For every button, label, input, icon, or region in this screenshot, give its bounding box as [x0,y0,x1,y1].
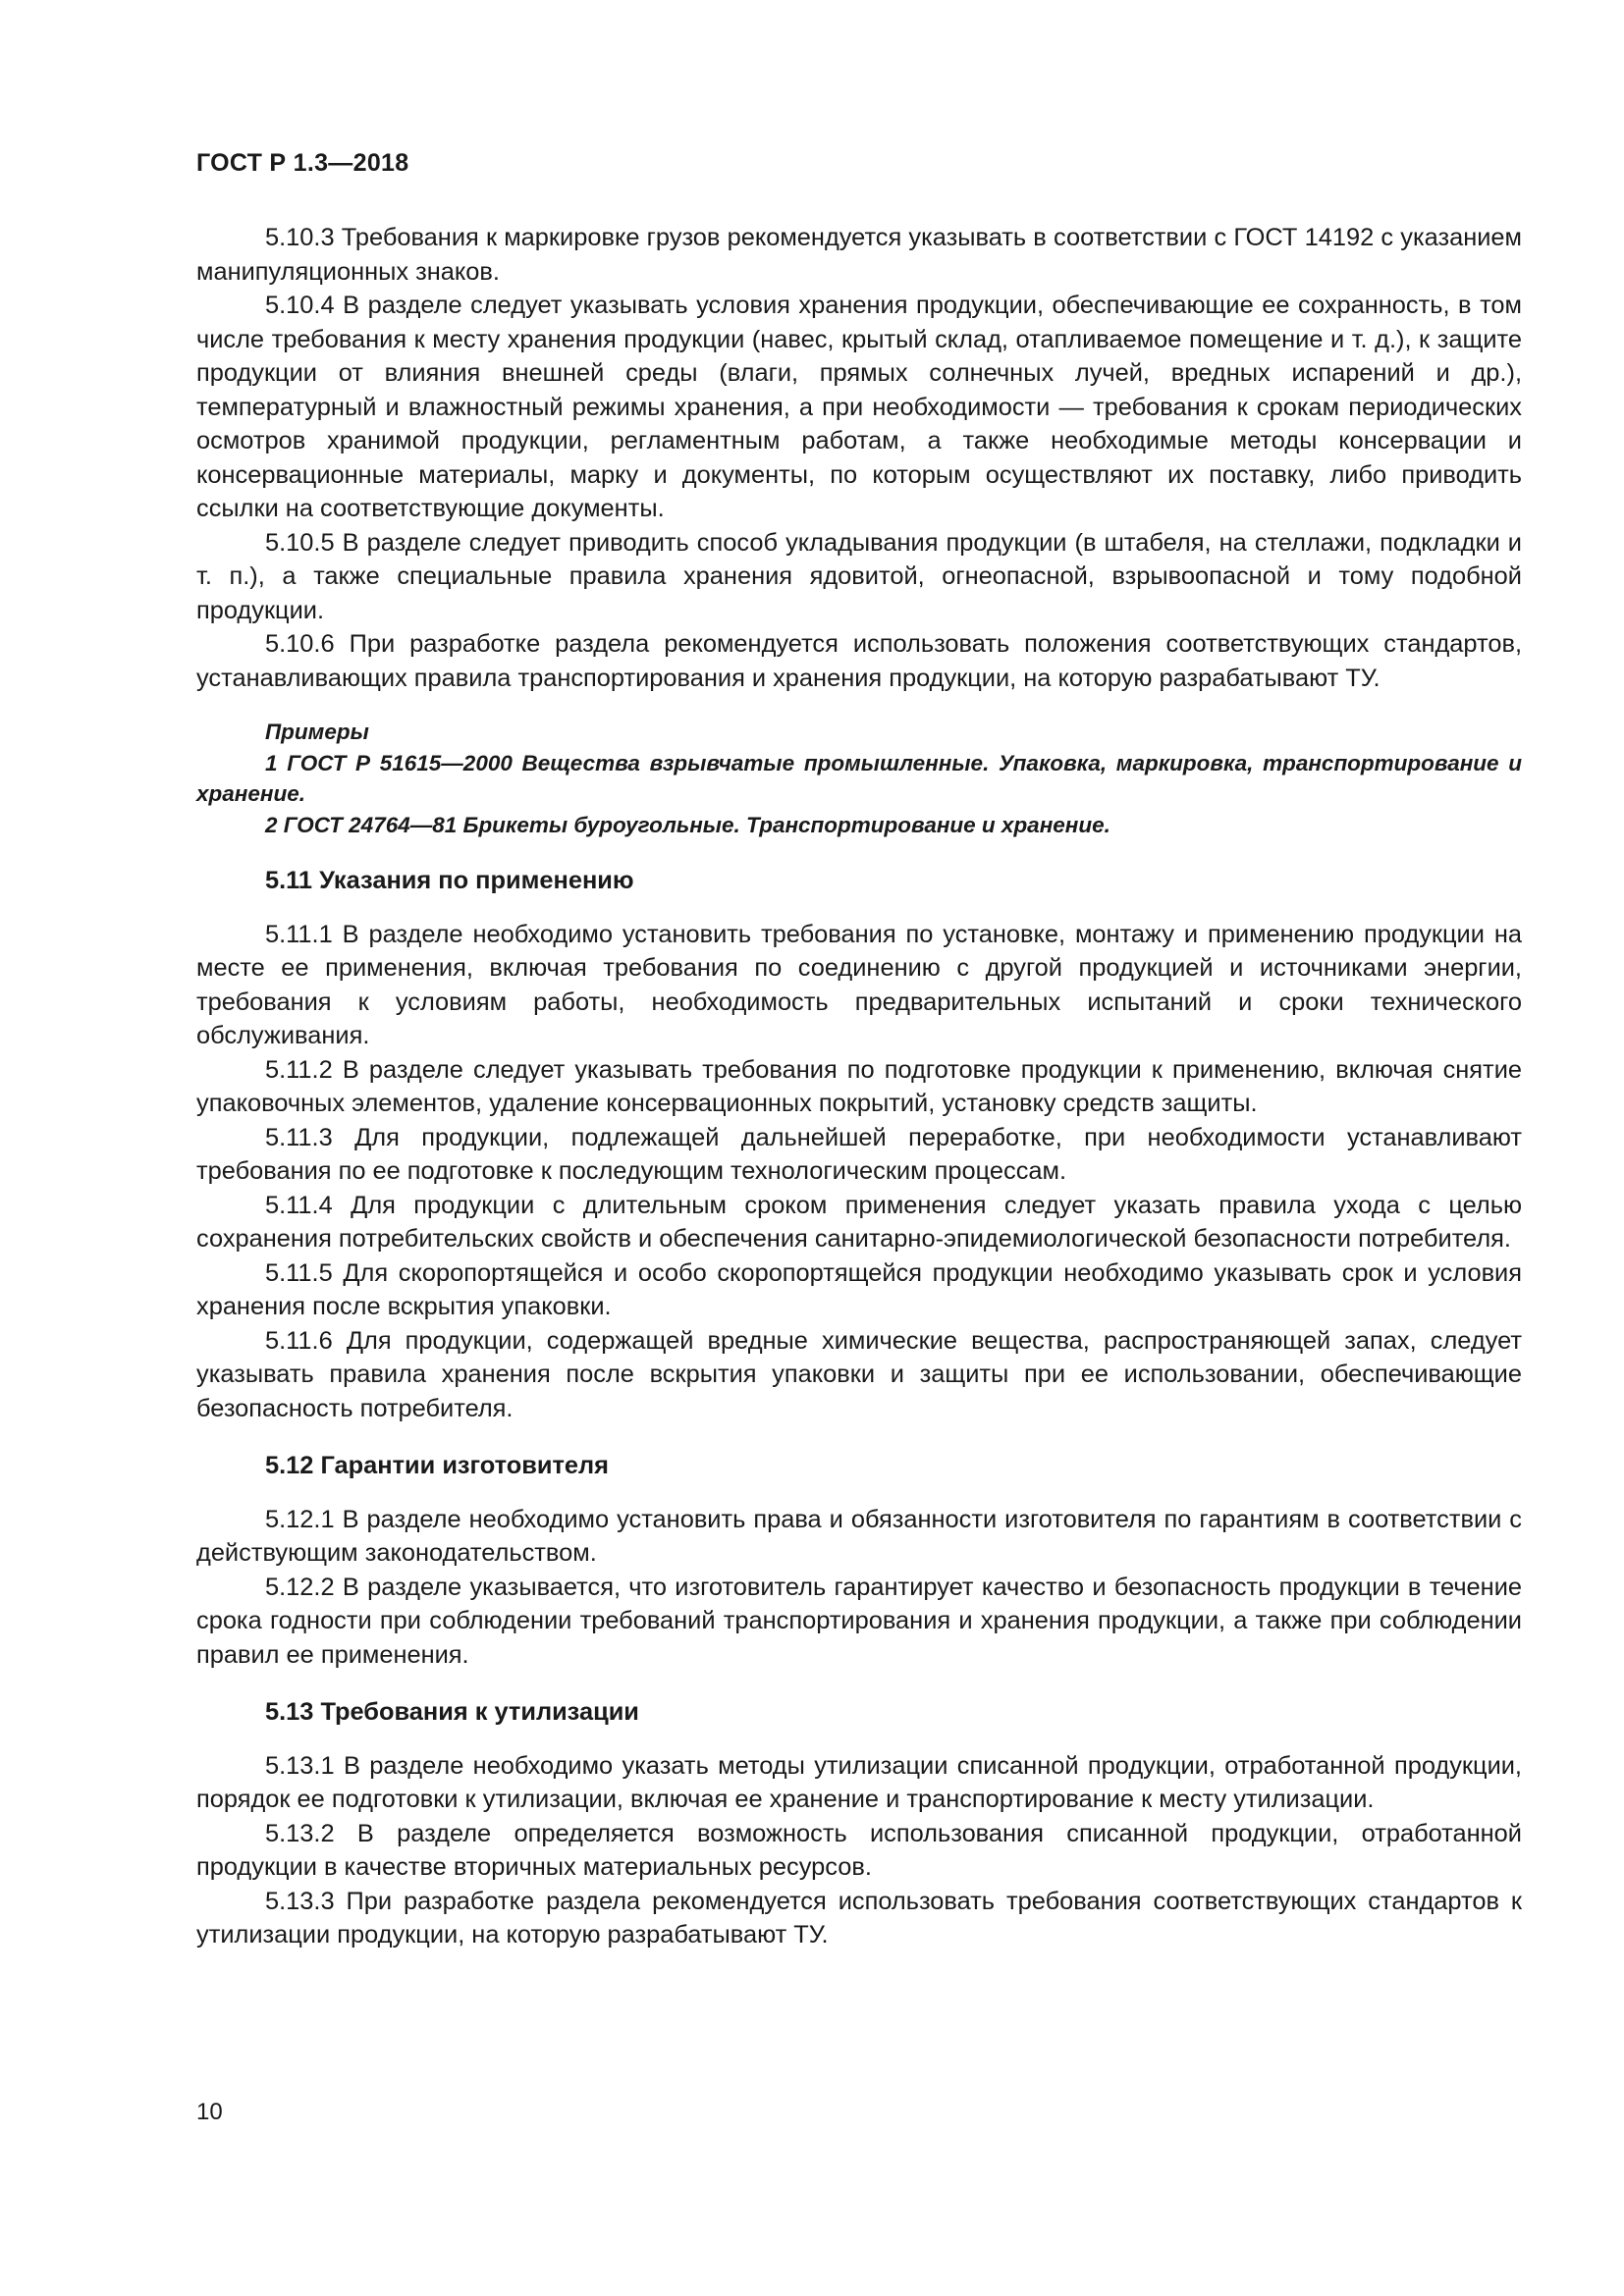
examples-title: Примеры [265,720,369,744]
paragraph-5-11-1: 5.11.1 В разделе необходимо установить требования по установке, монтажу и применению продукции на месте ее применения, включая требования по соединению с другой продукцией и источниками энергии, требования к условиям работы, необходимость предварительных испытаний и сроки технического обслуживания. [196,920,1522,1049]
paragraph-5-11-6: 5.11.6 Для продукции, содержащей вредные химические вещества, распространяющей запах, следует указывать правила хранения после вскрытия упаковки и защиты при ее использовании, обеспечивающие безопасность потребителя. [196,1326,1522,1422]
section-title-5-12: 5.12 Гарантии изготовителя [265,1452,610,1479]
section-title-5-13: 5.13 Требования к утилизации [265,1698,639,1726]
example-item-1: 1 ГОСТ Р 51615—2000 Вещества взрывчатые промышленные. Упаковка, маркировка, транспортирование и хранение. [196,750,1522,806]
paragraph-5-11-3: 5.11.3 Для продукции, подлежащей дальнейшей переработке, при необходимости устанавливают требования по ее подготовке к последующим технологическим процессам. [196,1123,1522,1185]
paragraph-5-10-4: 5.10.4 В разделе следует указывать условия хранения продукции, обеспечивающие ее сохранность, в том числе требования к месту хранения продукции (навес, крытый склад, отапливаемое помещение и т. д.), к защите продукции от влияния внешней среды (влаги, прямых солнечных лучей, вредных испарений и др.), температурный и влажностный режимы хранения, а при необходимости — требования к срокам периодических осмотров хранимой продукции, регламентным работам, а также необходимые методы консервации и консервационные материалы, марку и документы, по которым осуществляют их поставку, либо приводить ссылки на соответствующие документы. [196,292,1522,522]
paragraph-5-13-1: 5.13.1 В разделе необходимо указать методы утилизации списанной продукции, отработанной продукции, порядок ее подготовки к утилизации, включая ее хранение и транспортирование к месту утилизации. [196,1751,1522,1813]
document-header: ГОСТ Р 1.3—2018 [196,149,409,177]
paragraph-5-10-3: 5.10.3 Требования к маркировке грузов рекомендуется указывать в соответствии с ГОСТ 14192 с указанием манипуляционных знаков. [196,224,1522,286]
document-body [196,221,1522,1952]
paragraph-5-10-6: 5.10.6 При разработке раздела рекомендуется использовать положения соответствующих стандартов, устанавливающих правила транспортирования и хранения продукции, на которую разрабатывают ТУ. [196,630,1522,692]
paragraph-5-12-1: 5.12.1 В разделе необходимо установить права и обязанности изготовителя по гарантиям в соответствии с действующим законодательством. [196,1505,1522,1567]
paragraph-5-11-2: 5.11.2 В разделе следует указывать требования по подготовке продукции к применению, включая снятие упаковочных элементов, удаление консервационных покрытий, установку средств защиты. [196,1055,1522,1117]
paragraph-5-13-2: 5.13.2 В разделе определяется возможность использования списанной продукции, отработанной продукции в качестве вторичных материальных ресурсов. [196,1819,1522,1881]
section-title-5-11: 5.11 Указания по применению [265,867,634,894]
document-page [196,0,1522,2296]
paragraph-5-11-5: 5.11.5 Для скоропортящейся и особо скоропортящейся продукции необходимо указывать срок и условия хранения после вскрытия упаковки. [196,1258,1522,1320]
page-number: 10 [196,2099,223,2125]
paragraph-5-10-5: 5.10.5 В разделе следует приводить способ укладывания продукции (в штабеля, на стеллажи, подкладки и т. п.), а также специальные правила хранения ядовитой, огнеопасной, взрывоопасной и тому подобной продукции. [196,528,1522,624]
paragraph-5-13-3: 5.13.3 При разработке раздела рекомендуется использовать требования соответствующих стандартов к утилизации продукции, на которую разрабатывают ТУ. [196,1887,1522,1949]
examples-block [196,717,1522,840]
example-item-2: 2 ГОСТ 24764—81 Брикеты буроугольные. Транспортирование и хранение. [265,812,1110,837]
paragraph-5-11-4: 5.11.4 Для продукции с длительным сроком применения следует указать правила ухода с целью сохранения потребительских свойств и обеспечения санитарно-эпидемиологической безопасности потребителя. [196,1191,1522,1253]
paragraph-5-12-2: 5.12.2 В разделе указывается, что изготовитель гарантирует качество и безопасность продукции в течение срока годности при соблюдении требований транспортирования и хранения продукции, а также при соблюдении правил ее применения. [196,1573,1522,1669]
